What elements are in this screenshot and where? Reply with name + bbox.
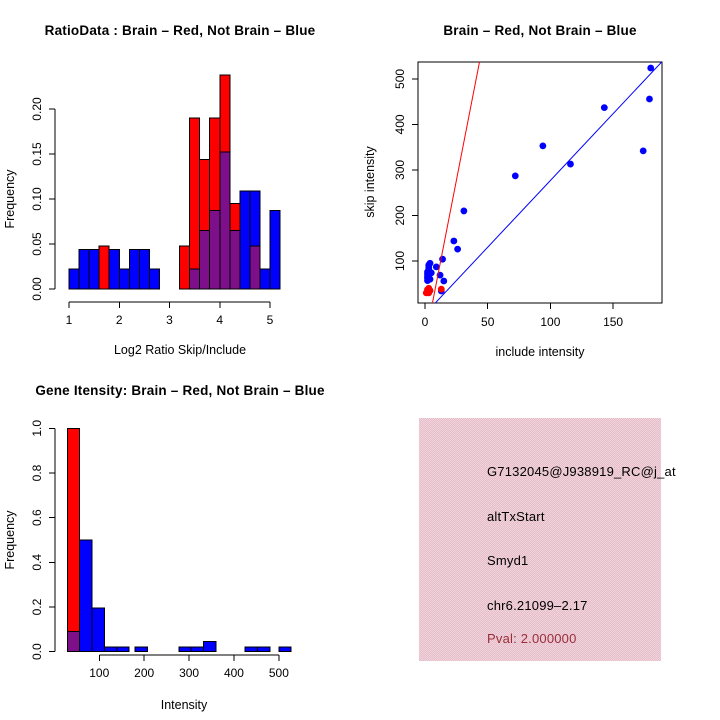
y-tick-label: 400 (393, 114, 407, 135)
hist-bar-overlap (250, 246, 260, 289)
hist-bar-red (210, 118, 220, 211)
y-tick-label: 0.0 (30, 643, 44, 661)
hist-bar-blue (80, 540, 92, 652)
hist-bar-blue (117, 647, 129, 652)
y-tick-label: 1.0 (30, 419, 44, 437)
hist-bar-blue (260, 269, 270, 289)
axes (412, 62, 662, 309)
fit-lines (432, 58, 663, 306)
point-not-brain (601, 104, 608, 111)
point-brain (438, 286, 445, 293)
hist-bar-overlap (190, 269, 200, 289)
y-tick-label: 0.4 (30, 553, 44, 571)
probe-id-text: G7132045@J938919_RC@j_at (487, 464, 676, 479)
event-type-text: altTxStart (487, 509, 545, 524)
x-tick-label: 150 (603, 315, 624, 329)
data-points (423, 65, 654, 297)
x-tick-label: 4 (216, 313, 224, 327)
hist-bar-blue (129, 249, 139, 289)
ratio-histogram-panel (0, 0, 360, 360)
hist-bar-overlap (67, 632, 79, 652)
x-tick-label: 200 (134, 666, 155, 680)
point-not-brain (539, 142, 546, 149)
hist-bar-red (180, 246, 190, 289)
ratio-histogram-plot (30, 75, 280, 327)
point-not-brain (512, 172, 519, 179)
point-brain (427, 287, 434, 294)
hist-bar-blue (89, 249, 99, 289)
ratio-histogram-ylabel: Frequency (3, 169, 17, 229)
gene-info-box (419, 418, 676, 661)
hist-bar-red (200, 159, 210, 230)
hist-bar-red (99, 246, 109, 289)
hist-bar-blue (135, 647, 147, 652)
hist-bar-blue (79, 249, 89, 289)
hist-bar-blue (245, 647, 257, 652)
hist-bar-blue (92, 608, 104, 652)
x-tick-label: 100 (540, 315, 561, 329)
hist-bar-blue (139, 249, 149, 289)
locus-text: chr6.21099–2.17 (487, 598, 588, 613)
hist-bar-blue (258, 647, 270, 652)
hist-bar-overlap (200, 231, 210, 290)
gene-intensity-histogram-panel (0, 360, 360, 720)
pval-text: Pval: 2.000000 (487, 631, 577, 646)
plot-box (418, 62, 662, 303)
gene-symbol-text: Smyd1 (487, 553, 529, 568)
hist-bar-red (67, 428, 79, 631)
hist-bar-red (230, 204, 240, 231)
y-tick-label: 300 (393, 159, 407, 180)
y-tick-label: 200 (393, 205, 407, 226)
x-tick-label: 0 (421, 315, 429, 329)
point-not-brain (646, 96, 653, 103)
x-tick-label: 100 (89, 666, 110, 680)
hist-bar-overlap (230, 231, 240, 290)
point-not-brain (640, 147, 647, 154)
ratio-histogram-xlabel: Log2 Ratio Skip/Include (113, 343, 247, 357)
hist-bar-blue (203, 642, 215, 652)
hist-bar-blue (104, 647, 116, 652)
hist-bar-blue (250, 191, 260, 246)
histogram-bars (67, 428, 291, 651)
hist-bar-blue (179, 647, 191, 652)
point-not-brain (440, 278, 447, 285)
point-not-brain (427, 260, 434, 267)
y-tick-label: 0.20 (30, 97, 44, 121)
y-tick-label: 500 (393, 68, 407, 89)
y-tick-label: 0.00 (30, 277, 44, 301)
hist-bar-overlap (210, 211, 220, 289)
scatter-title: Brain – Red, Not Brain – Blue (443, 23, 637, 38)
scatter-plot (393, 58, 663, 329)
ratio-histogram-title: RatioData : Brain – Red, Not Brain – Blue (44, 23, 316, 38)
hist-bar-red (220, 75, 230, 152)
hist-bar-blue (240, 191, 250, 289)
gene-histogram-xlabel: Intensity (160, 698, 208, 712)
intensity-scatter-panel (360, 0, 720, 360)
point-not-brain (428, 269, 435, 276)
point-not-brain (460, 208, 467, 215)
scatter-ylabel: skip intensity (363, 146, 377, 218)
hist-bar-blue (119, 269, 129, 289)
hist-bar-red (190, 118, 200, 269)
x-tick-label: 5 (266, 313, 274, 327)
x-tick-label: 400 (223, 666, 244, 680)
gene-histogram-title: Gene Itensity: Brain – Red, Not Brain – Blue (35, 383, 325, 398)
blue-fit-line (432, 60, 663, 306)
hist-bar-blue (109, 249, 119, 289)
gene-histogram-plot (30, 420, 291, 680)
point-not-brain (450, 238, 457, 245)
x-tick-label: 500 (268, 666, 289, 680)
y-tick-label: 0.15 (30, 142, 44, 166)
x-tick-label: 2 (115, 313, 123, 327)
x-tick-label: 3 (166, 313, 173, 327)
y-tick-label: 0.05 (30, 232, 44, 256)
red-fit-line (432, 58, 480, 306)
gene-info-panel (360, 360, 720, 720)
hist-bar-blue (270, 211, 280, 289)
point-not-brain (454, 246, 461, 253)
gene-histogram-ylabel: Frequency (3, 510, 17, 570)
hist-bar-blue (69, 269, 79, 289)
y-tick-label: 100 (393, 250, 407, 272)
hist-bar-blue (191, 647, 203, 652)
x-tick-label: 1 (65, 313, 73, 327)
x-tick-label: 50 (481, 315, 495, 329)
x-tick-label: 300 (179, 666, 200, 680)
y-tick-label: 0.6 (30, 509, 44, 527)
hist-bar-blue (149, 269, 159, 289)
hist-bar-blue (279, 647, 291, 652)
y-tick-label: 0.10 (30, 187, 44, 211)
hist-bar-overlap (220, 152, 230, 289)
scatter-xlabel: include intensity (495, 345, 585, 359)
histogram-bars (69, 75, 280, 289)
y-tick-label: 0.8 (30, 464, 44, 482)
y-tick-label: 0.2 (30, 598, 44, 616)
